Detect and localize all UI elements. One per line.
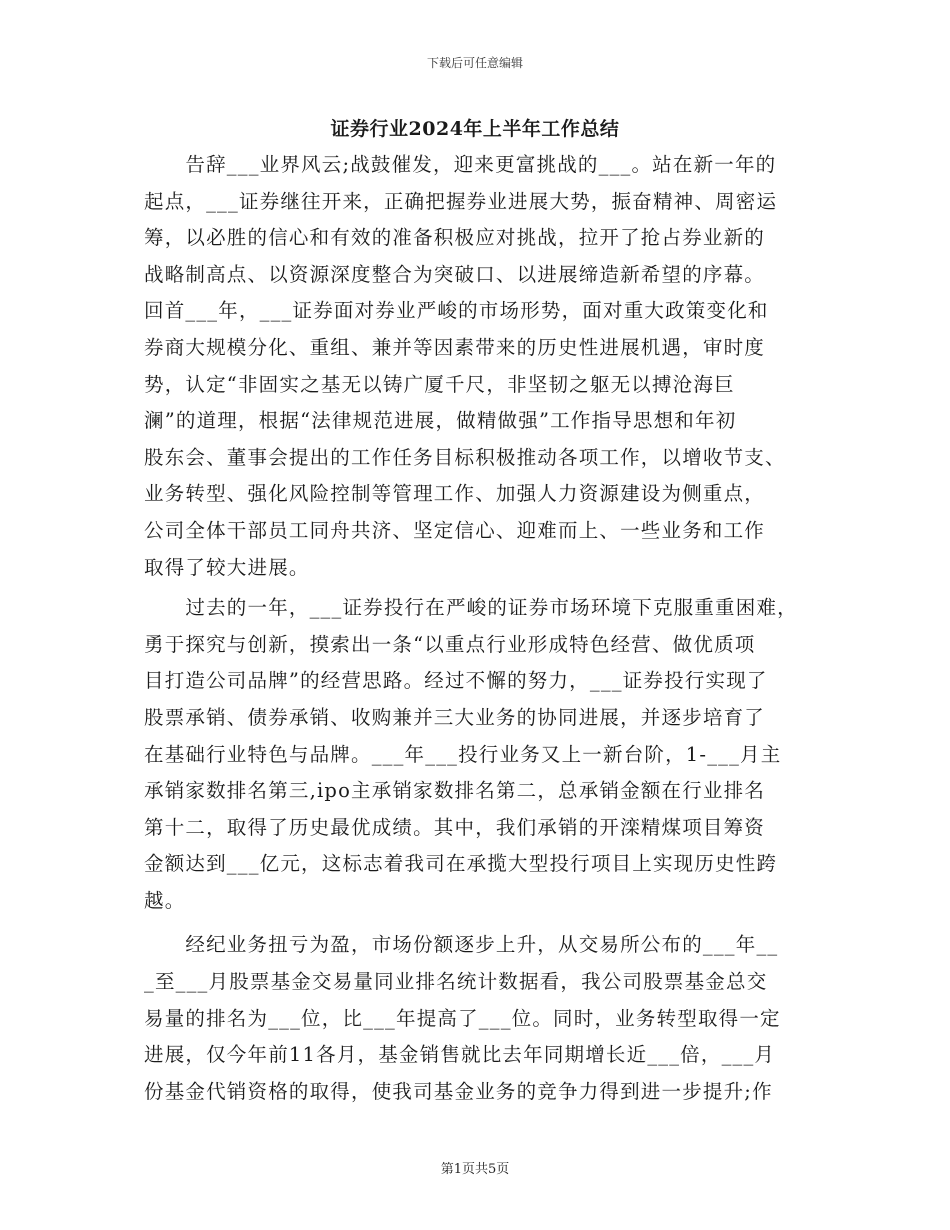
paragraph-line: 公司全体干部员工同舟共济、坚定信心、迎难而上、一些业务和工作	[144, 518, 766, 542]
paragraph-line: 金额达到___亿元，这标志着我司在承揽大型投行项目上实现历史性跨	[144, 852, 778, 876]
paragraph-line: 业务转型、强化风险控制等管理工作、加强人力资源建设为侧重点，	[144, 482, 766, 506]
document-body	[144, 147, 812, 1110]
paragraph-line: 第十二，取得了历史最优成绩。其中，我们承销的开滦精煤项目筹资	[144, 815, 766, 839]
paragraph-spacer	[144, 919, 812, 927]
paragraph-2	[144, 590, 812, 919]
paragraph-line: 承销家数排名第三,ipo主承销家数排名第二，总承销金额在行业排名	[144, 779, 766, 803]
paragraph-line: _至___月股票基金交易量同业排名统计数据看，我公司股票基金总交	[144, 970, 768, 994]
paragraph-line: 经纪业务扭亏为盈，市场份额逐步上升，从交易所公布的___年__	[144, 933, 779, 957]
paragraph-line: 取得了较大进展。	[144, 555, 310, 579]
paragraph-line: 回首___年，___证券面对券业严峻的市场形势，面对重大政策变化和	[144, 299, 769, 323]
paragraph-line: 进展，仅今年前11各月，基金销售就比去年同期增长近___倍，___月	[144, 1043, 776, 1067]
paragraph-1	[144, 147, 812, 586]
paragraph-line: 股东会、董事会提出的工作任务目标积极推动各项工作，以增收节支、	[144, 445, 786, 469]
paragraph-line: 告辞___业界风云;战鼓催发，迎来更富挑战的___。站在新一年的	[144, 153, 777, 176]
paragraph-3	[144, 927, 812, 1110]
paragraph-line: 起点，___证券继往开来，正确把握券业进展大势，振奋精神、周密运	[144, 189, 778, 213]
paragraph-line: 筹，以必胜的信心和有效的准备积极应对挑战，拉开了抢占券业新的	[144, 226, 766, 250]
paragraph-line: 势，认定“非固实之基无以铸广厦千尺，非坚韧之躯无以搏沧海巨	[144, 372, 735, 396]
paragraph-line: 战略制高点、以资源深度整合为突破口、以进展缔造新希望的序幕。	[144, 262, 766, 286]
paragraph-line: 份基金代销资格的取得，使我司基金业务的竞争力得到进一步提升;作	[144, 1079, 773, 1103]
document-title: 证券行业2024年上半年工作总结	[330, 118, 620, 140]
paragraph-line: 在基础行业特色与品牌。___年___投行业务又上一新台阶，1-___月主	[144, 742, 782, 766]
paragraph-line: 澜”的道理，根据“法律规范进展，做精做强”工作指导思想和年初	[144, 409, 737, 433]
page-footer: 第1页共5页	[440, 1162, 510, 1177]
paragraph-line: 越。	[144, 888, 186, 912]
paragraph-line: 目打造公司品牌”的经营思路。经过不懈的努力，___证券投行实现了	[144, 669, 768, 693]
paragraph-line: 股票承销、债券承销、收购兼并三大业务的协同进展，并逐步培育了	[144, 705, 766, 729]
paragraph-line: 过去的一年，___证券投行在严峻的证券市场环境下克服重重困难，	[144, 596, 798, 620]
header-note: 下载后可任意编辑	[426, 56, 523, 70]
paragraph-line: 易量的排名为___位，比___年提高了___位。同时，业务转型取得一定	[144, 1006, 781, 1030]
paragraph-line: 勇于探究与创新，摸索出一条“以重点行业形成特色经营、做优质项	[144, 632, 756, 656]
paragraph-line: 券商大规模分化、重组、兼并等因素带来的历史性进展机遇，审时度	[144, 335, 766, 359]
